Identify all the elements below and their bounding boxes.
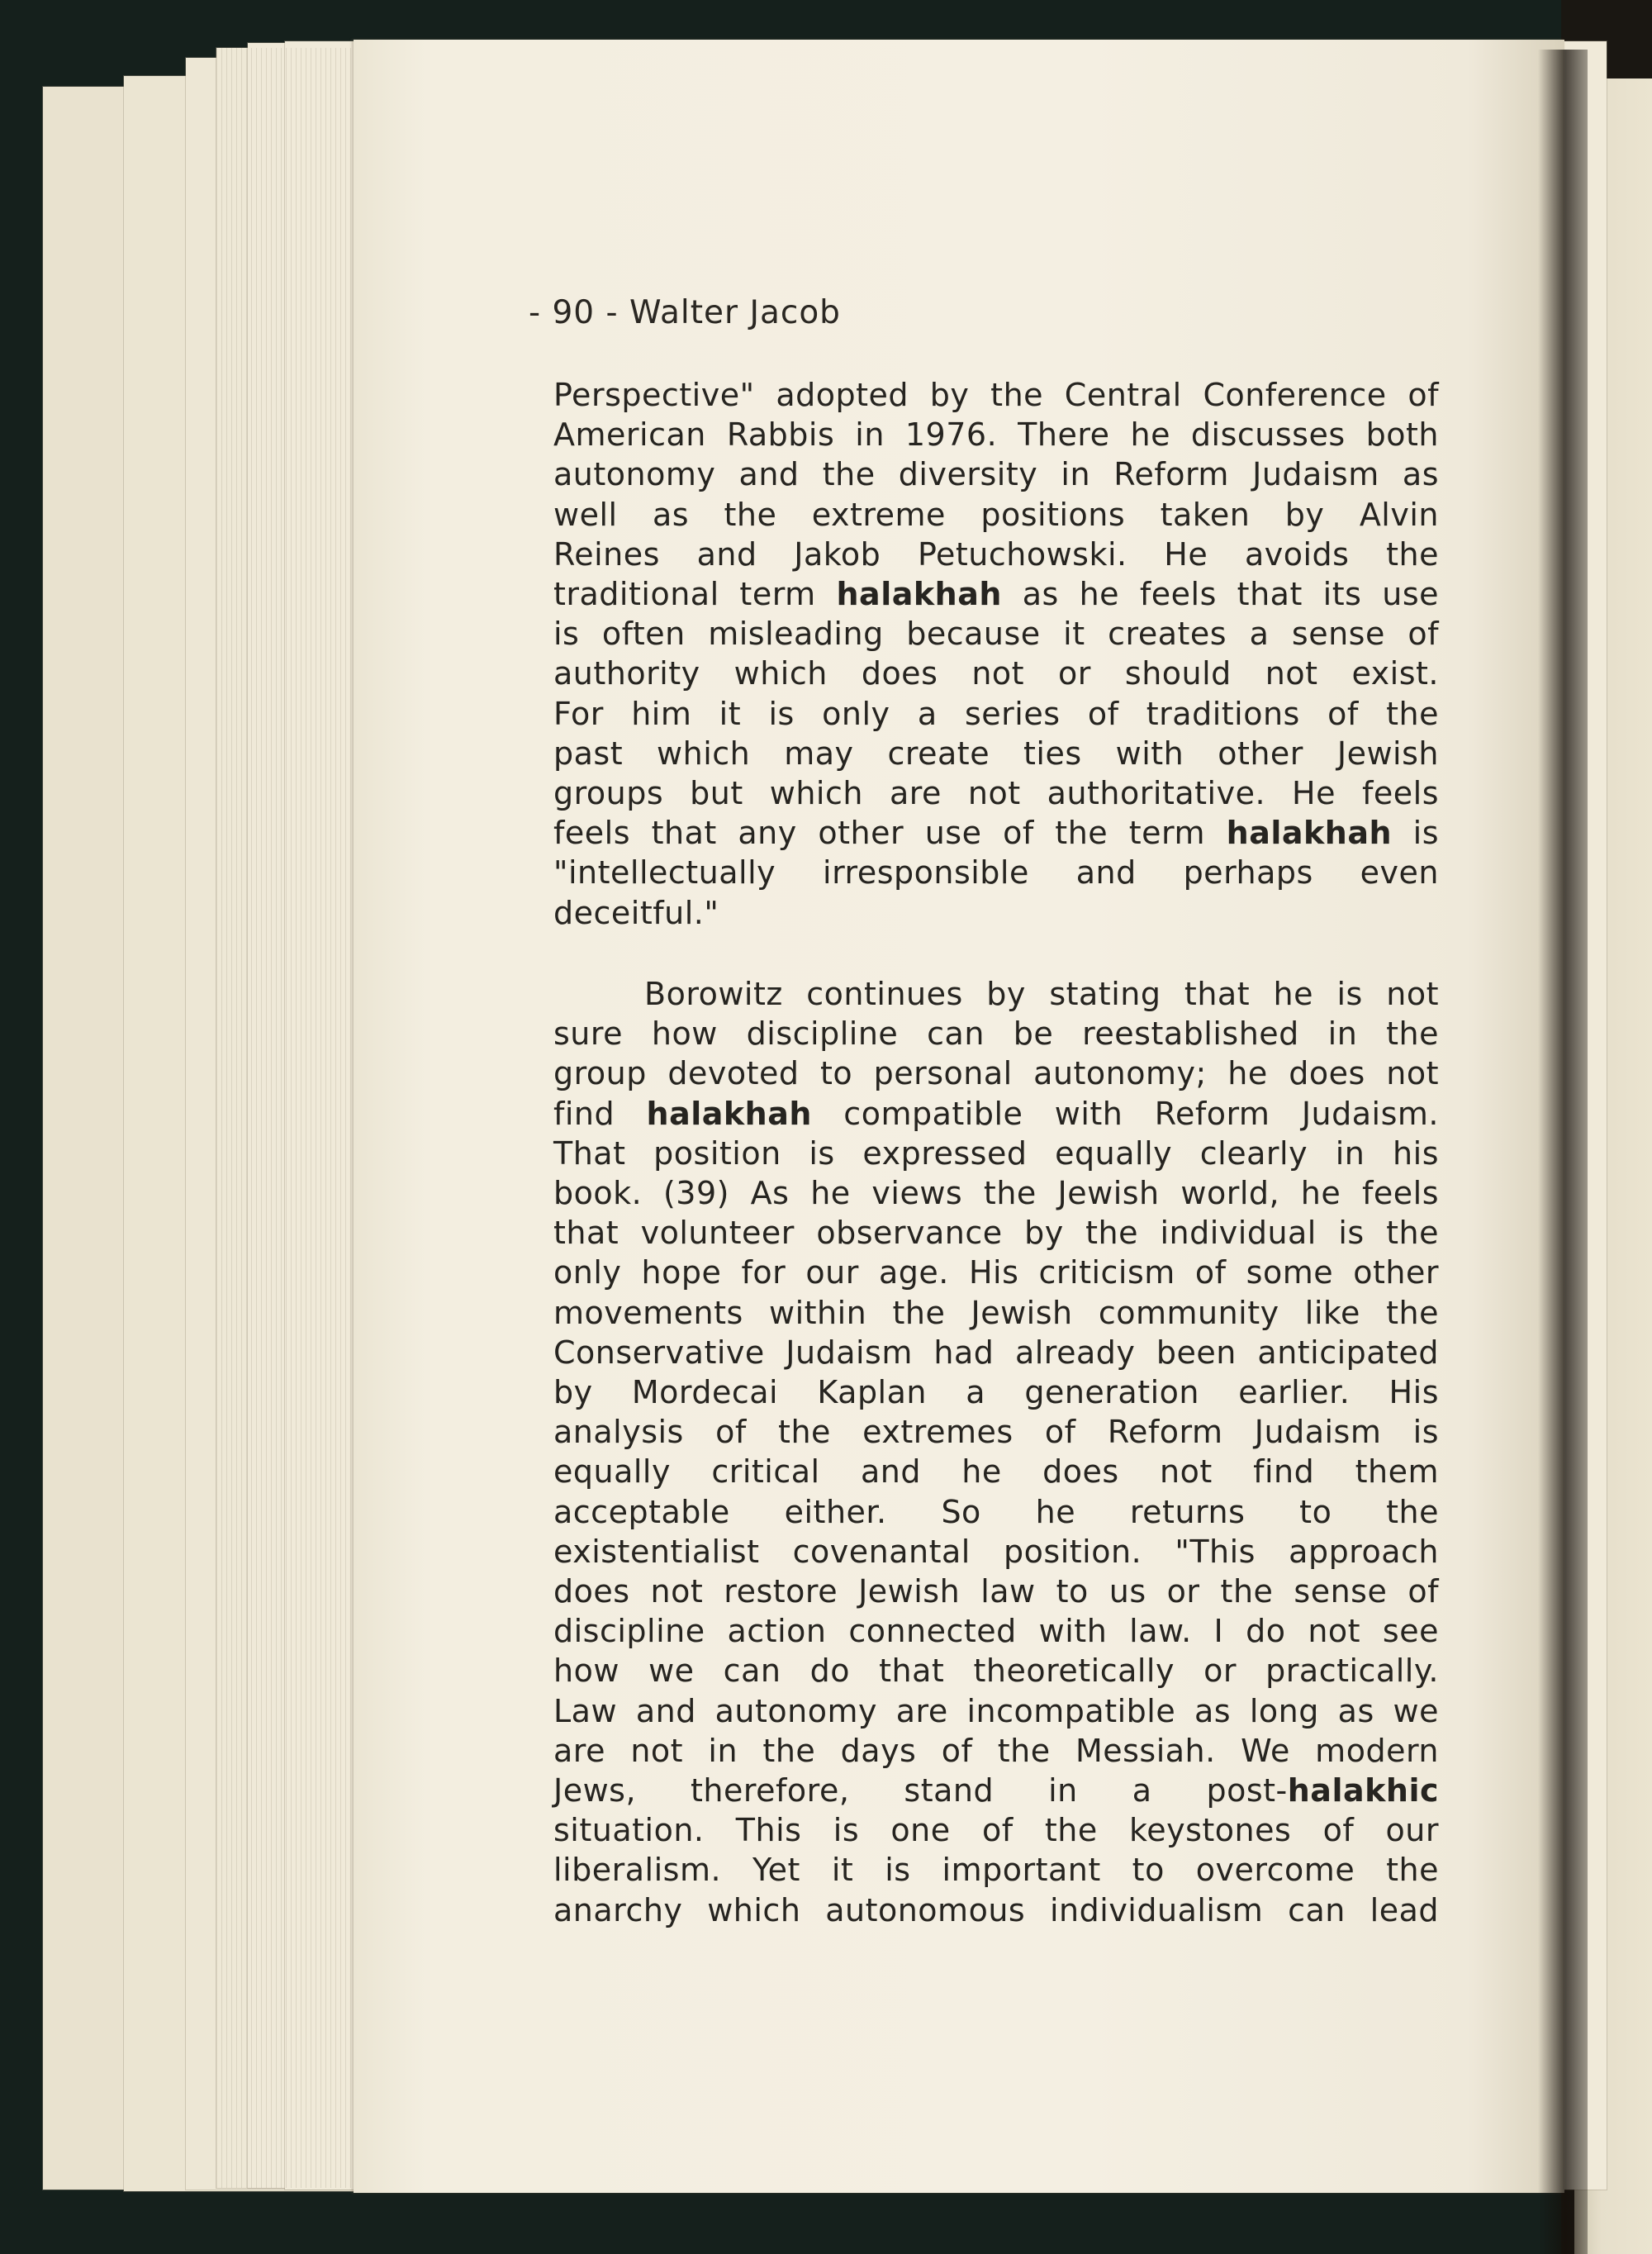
text-line: feels that any other use of the term halakhah is: [553, 815, 1439, 851]
text-line: that volunteer observance by the individual is the: [553, 1215, 1439, 1251]
text-line: liberalism. Yet it is important to overcome the: [553, 1852, 1439, 1888]
text-line: how we can do that theoretically or practically.: [553, 1652, 1439, 1689]
text-line: sure how discipline can be reestablished in the: [553, 1015, 1439, 1052]
text-line: anarchy which autonomous individualism can lead: [553, 1892, 1439, 1928]
text-line: That position is expressed equally clearly in his: [553, 1135, 1439, 1172]
text-line: analysis of the extremes of Reform Judaism is: [553, 1414, 1439, 1450]
text-line: Perspective" adopted by the Central Conference of: [553, 377, 1439, 413]
text-line: is often misleading because it creates a sense of: [553, 616, 1439, 652]
text-line: book. (39) As he views the Jewish world, he feels: [553, 1175, 1439, 1211]
text-line: well as the extreme positions taken by Alvin: [553, 497, 1439, 533]
text-line: deceitful.": [553, 895, 719, 931]
text-line: only hope for our age. His criticism of some other: [553, 1254, 1439, 1291]
text-line: Reines and Jakob Petuchowski. He avoids the: [553, 536, 1439, 573]
text-line: discipline action connected with law. I do not see: [553, 1613, 1439, 1649]
text-line: Law and autonomy are incompatible as long as we: [553, 1693, 1439, 1729]
text-line: Borowitz continues by stating that he is not: [644, 976, 1439, 1012]
running-head: - 90 - Walter Jacob: [529, 294, 841, 331]
text-line: find halakhah compatible with Reform Judaism.: [553, 1096, 1439, 1132]
text-line: For him it is only a series of traditions of the: [553, 696, 1439, 732]
text-line: Jews, therefore, stand in a post-halakhic: [553, 1772, 1439, 1809]
text-line: existentialist covenantal position. "This approach: [553, 1534, 1439, 1570]
text-line: American Rabbis in 1976. There he discusses both: [553, 416, 1439, 453]
page-stack-lines: [216, 48, 357, 2188]
text-line: past which may create ties with other Jewish: [553, 735, 1439, 772]
text-line: does not restore Jewish law to us or the sense of: [553, 1573, 1439, 1610]
text-line: group devoted to personal autonomy; he does not: [553, 1055, 1439, 1091]
text-line: equally critical and he does not find them: [553, 1453, 1439, 1490]
text-line: Conservative Judaism had already been anticipated: [553, 1334, 1439, 1371]
text-line: situation. This is one of the keystones of our: [553, 1812, 1439, 1848]
text-line: authority which does not or should not exist.: [553, 655, 1439, 692]
text-line: acceptable either. So he returns to the: [553, 1494, 1439, 1530]
text-line: "intellectually irresponsible and perhaps even: [553, 854, 1439, 891]
text-line: are not in the days of the Messiah. We modern: [553, 1733, 1439, 1769]
text-line: autonomy and the diversity in Reform Judaism as: [553, 456, 1439, 492]
text-line: by Mordecai Kaplan a generation earlier. His: [553, 1374, 1439, 1410]
book-gutter: [1538, 50, 1588, 2254]
text-line: groups but which are not authoritative. He feels: [553, 775, 1439, 811]
text-line: movements within the Jewish community like the: [553, 1295, 1439, 1331]
text-line: traditional term halakhah as he feels that its use: [553, 576, 1439, 612]
